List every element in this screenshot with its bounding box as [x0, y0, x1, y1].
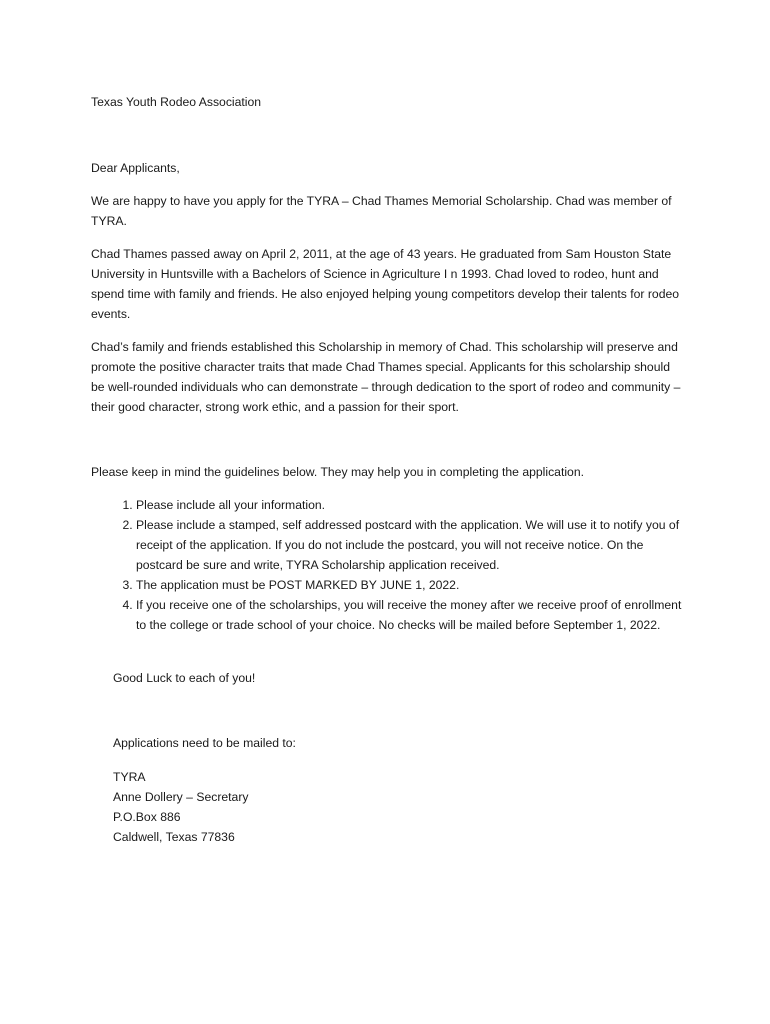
- paragraph-biography: Chad Thames passed away on April 2, 2011, at the age of 43 years. He graduated from Sam Houston State University in Huntsville with a Bachelors of Science in Agriculture I n 1993. Chad loved to rodeo, hunt and spend time with family and friends. He also enjoyed helping young competitors develop their talents for rodeo events.: [91, 247, 680, 321]
- guidelines-list: [113, 495, 683, 635]
- guideline-item: 4. If you receive one of the scholarships, you will receive the money after we receive proof of enrollment to the college or trade school of your choice. No checks will be mailed before September 1, 2022.: [136, 595, 683, 635]
- guideline-item: 1. Please include all your information.: [136, 495, 683, 515]
- address-line: TYRA: [113, 770, 146, 784]
- guideline-item: 2. Please include a stamped, self addressed postcard with the application. We will use it to notify you of receipt of the application. If you do not include the postcard, you will not receive notice. On the postcard be sure and write, TYRA Scholarship application received.: [136, 515, 683, 575]
- mailing-address: [113, 767, 248, 847]
- organization-name: Texas Youth Rodeo Association: [91, 95, 262, 109]
- closing-line: Good Luck to each of you!: [113, 671, 256, 685]
- paragraph-intro: We are happy to have you apply for the TYRA – Chad Thames Memorial Scholarship. Chad was member of TYRA.: [91, 194, 672, 228]
- mailing-heading: Applications need to be mailed to:: [113, 736, 296, 750]
- guideline-item: 3. The application must be POST MARKED BY JUNE 1, 2022.: [136, 575, 683, 595]
- address-line: Anne Dollery – Secretary: [113, 790, 249, 804]
- address-line: Caldwell, Texas 77836: [113, 830, 235, 844]
- salutation: Dear Applicants,: [91, 161, 180, 175]
- guidelines-intro: Please keep in mind the guidelines below. They may help you in completing the application.: [91, 465, 584, 479]
- paragraph-scholarship-purpose: Chad’s family and friends established this Scholarship in memory of Chad. This scholarship will preserve and promote the positive character traits that made Chad Thames special. Applicants for this scholarship should be well-rounded individuals who can demonstrate – through dedication to the sport of rodeo and community – their good character, strong work ethic, and a passion for their sport.: [91, 340, 681, 414]
- address-line: P.O.Box 886: [113, 810, 181, 824]
